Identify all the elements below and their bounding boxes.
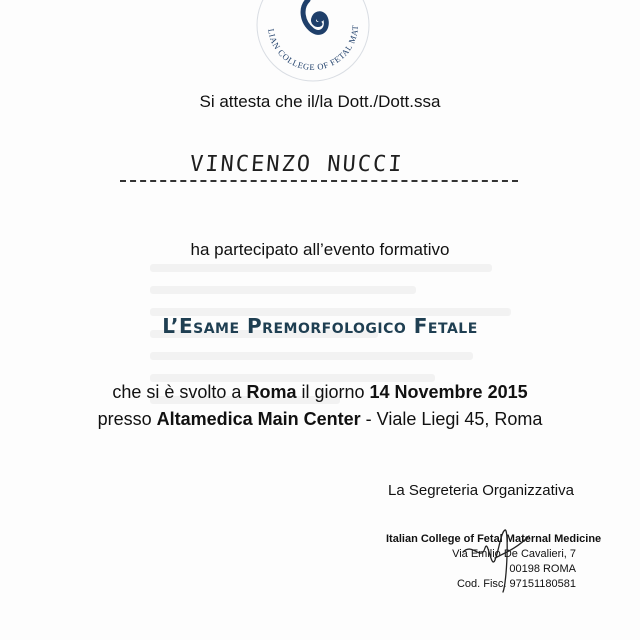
event-when-line — [0, 382, 640, 403]
participation-line: ha partecipato all’evento formativo — [190, 240, 450, 259]
logo-ring-text: LIAN COLLEGE OF FETAL MAT — [266, 24, 361, 73]
stamp-tax-code: Cod. Fisc. 97151180581 — [456, 578, 576, 590]
where-prefix: presso — [97, 409, 157, 429]
when-prefix: che si è svolto a — [112, 382, 247, 402]
event-venue: Altamedica Main Center — [156, 409, 361, 429]
college-seal-logo — [248, 0, 378, 90]
stamp-city: 00198 ROMA — [509, 563, 576, 575]
name-dotted-line — [120, 180, 518, 182]
attest-line: Si attesta che il/la Dott./Dott.ssa — [199, 92, 441, 111]
signature-label: La Segreteria Organizzativa — [388, 482, 574, 499]
recipient-name-field — [120, 150, 518, 186]
event-title: L’Esame Premorfologico Fetale — [162, 314, 478, 338]
event-where-line — [0, 409, 640, 430]
where-suffix: - Viale Liegi 45, Roma — [360, 409, 543, 429]
when-middle: il giorno — [296, 382, 370, 402]
event-date: 14 Novembre 2015 — [369, 382, 528, 402]
event-city: Roma — [246, 382, 297, 402]
stamp-address: Via Emilio De Cavalieri, 7 — [452, 548, 576, 560]
organization-stamp — [386, 532, 602, 592]
recipient-name: VINCENZO NUCCI — [189, 152, 405, 177]
stamp-org: Italian College of Fetal Maternal Medicine — [386, 533, 602, 545]
